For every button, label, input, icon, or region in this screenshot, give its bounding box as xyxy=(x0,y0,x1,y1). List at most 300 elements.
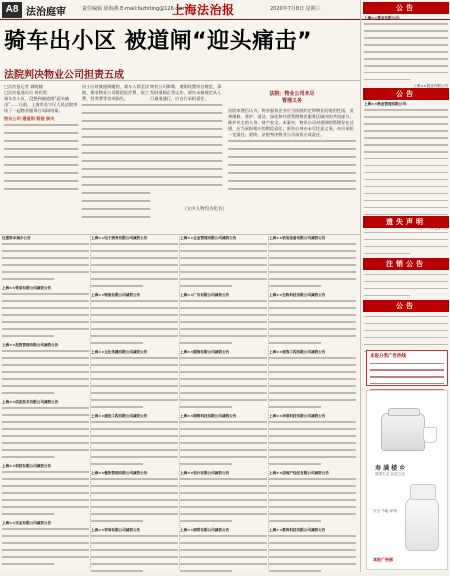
notice-text-line xyxy=(2,257,89,262)
notice-text-line xyxy=(91,321,178,326)
notice-item xyxy=(2,400,89,461)
notice-text-line xyxy=(180,478,267,483)
ad-slogan: 安全 节能 环保 xyxy=(373,509,397,513)
notice-text-line xyxy=(269,307,356,312)
notice-text-line xyxy=(180,371,267,376)
notice-item xyxy=(91,350,178,411)
notice-item xyxy=(180,414,267,468)
notice-title: 上海××生物科技有限公司减资公告 xyxy=(269,293,326,298)
notice-text-line xyxy=(364,30,448,35)
notice-text-line xyxy=(180,257,267,262)
notice-text-line xyxy=(2,542,89,547)
notice-text-line xyxy=(269,506,356,511)
notice-text-line xyxy=(2,293,89,298)
article-box-title: 物业公司 遭道闸 赔偿 损失 xyxy=(4,116,55,121)
notice-item xyxy=(91,528,178,575)
article-paragraph: 法院审理后认为，物业服务企业应当按照约定和物业的使用性质，妥善维修、养护、清洁、绿化和经营管理物业服务区域内的共用部分，维护业主的人身、财产安全。本案中，物业公司对道闸的管理存在过错，应当承担相应的赔偿责任；原告自身亦未尽注意义务，亦应承担一定责任。最终，法院判决物业公司承担五成责任。 xyxy=(228,108,354,137)
notice-text-line xyxy=(269,520,356,525)
notice-text-line xyxy=(180,435,267,440)
notice-item xyxy=(91,293,178,347)
notice-item xyxy=(180,236,267,290)
notice-text-line xyxy=(91,449,178,454)
notice-text-line xyxy=(180,449,267,454)
notice-text-line xyxy=(91,257,178,262)
notice-text-line xyxy=(364,137,448,142)
notice-text-line xyxy=(180,492,267,497)
notice-text-line xyxy=(2,328,89,333)
notice-text-line xyxy=(91,520,178,525)
notice-title: 上海××商贸有限公司减资公告 xyxy=(180,528,230,533)
notice-text-line xyxy=(364,130,448,135)
notice-text-line xyxy=(2,513,89,518)
notice-title: 上海××实业有限公司减资公告 xyxy=(2,521,52,526)
notice-text-line xyxy=(180,278,267,283)
article-column-4 xyxy=(228,84,356,234)
notice-text-line xyxy=(364,158,448,163)
notice-title: 上海××房地产经纪有限公司减资公告 xyxy=(269,471,329,476)
notice-text-line xyxy=(269,342,356,347)
notice-column xyxy=(180,236,267,570)
notice-column xyxy=(91,236,178,570)
notice-text-line xyxy=(269,513,356,518)
notice-text-line xyxy=(269,406,356,411)
notice-text-line xyxy=(2,407,89,412)
notice-text-line xyxy=(364,51,448,56)
notice-text-line xyxy=(2,385,89,390)
notice-text-line xyxy=(180,542,267,547)
notice-text-line xyxy=(364,232,448,237)
notice-text-line xyxy=(2,300,89,305)
notice-text-line xyxy=(180,285,267,290)
notice-text-line xyxy=(91,243,178,248)
notice-text-line xyxy=(180,328,267,333)
notice-text-line xyxy=(180,399,267,404)
notice-text-line xyxy=(269,478,356,483)
notice-item xyxy=(269,528,356,575)
notice-title: 上海××餐饮管理有限公司减资公告 xyxy=(91,471,148,476)
notice-text-line xyxy=(91,307,178,312)
notice-text-line xyxy=(180,300,267,305)
notice-text-line xyxy=(91,399,178,404)
notice-text-line xyxy=(364,44,448,49)
notice-text-line xyxy=(180,264,267,269)
notice-text-line xyxy=(91,442,178,447)
paper-logo: 上海法治报 xyxy=(172,3,235,17)
notice-text-line xyxy=(91,314,178,319)
notice-text-line xyxy=(269,449,356,454)
notice-text-line xyxy=(269,442,356,447)
notice-text-line xyxy=(2,556,89,561)
notice-header: 公告 xyxy=(363,300,449,312)
notice-text-line xyxy=(364,323,448,328)
notice-item xyxy=(2,521,89,568)
notice-text-line xyxy=(91,250,178,255)
toilet-image xyxy=(405,497,439,551)
notice-text-line xyxy=(269,499,356,504)
notice-text-line xyxy=(180,314,267,319)
notice-text-line xyxy=(269,364,356,369)
notice-text-line xyxy=(180,250,267,255)
notice-text-line xyxy=(2,449,89,454)
notice-text-line xyxy=(180,342,267,347)
notice-body xyxy=(364,102,448,206)
notice-text-line xyxy=(180,442,267,447)
notice-text-line xyxy=(269,563,356,568)
notice-text-line xyxy=(269,300,356,305)
notice-item xyxy=(2,464,89,518)
notice-text-line xyxy=(2,243,89,248)
notice-text-line xyxy=(2,499,89,504)
notice-text-line xyxy=(2,350,89,355)
notice-text-line xyxy=(269,278,356,283)
notice-text-line xyxy=(2,435,89,440)
notice-title: 上海××电子商务有限公司减资公告 xyxy=(91,236,148,240)
article-headline: 骑车出小区 被道闸“迎头痛击” xyxy=(4,29,313,54)
notice-title: 上海××企业管理有限公司减资公告 xyxy=(180,236,237,240)
column-separator xyxy=(268,236,269,570)
notice-text-line xyxy=(91,371,178,376)
notice-body xyxy=(364,314,448,348)
notice-text-line xyxy=(180,321,267,326)
notice-text-line xyxy=(364,109,448,114)
cancellation-notice-header: 注销公告 xyxy=(363,258,449,270)
notice-item xyxy=(2,286,89,340)
classified-ad-box xyxy=(366,350,448,386)
notice-text-line xyxy=(91,300,178,305)
notice-text-line xyxy=(269,485,356,490)
article-subheadline: 法院判决物业公司担责五成 xyxy=(4,70,124,81)
notice-text-line xyxy=(2,357,89,362)
notice-text-line xyxy=(91,535,178,540)
notice-text-line xyxy=(364,65,448,70)
notice-item xyxy=(91,471,178,525)
notice-text-line xyxy=(2,478,89,483)
notice-text-line xyxy=(269,463,356,468)
notice-text-line xyxy=(91,357,178,362)
notice-header: 公告 xyxy=(363,88,449,100)
notice-text-line xyxy=(180,307,267,312)
notice-text-line xyxy=(364,246,448,251)
notice-text-line xyxy=(91,570,178,575)
notice-text-line xyxy=(2,563,89,568)
notice-text-line xyxy=(91,278,178,283)
notice-text-line xyxy=(180,357,267,362)
column-separator xyxy=(90,236,91,570)
notice-text-line xyxy=(269,250,356,255)
notice-text-line xyxy=(2,264,89,269)
notice-text-line xyxy=(269,492,356,497)
notice-text-line xyxy=(364,116,448,121)
notice-text-line xyxy=(180,513,267,518)
notice-text-line xyxy=(269,435,356,440)
notice-header: 公告 xyxy=(363,2,449,14)
notice-text-line xyxy=(180,243,267,248)
article-paragraph: 物业公司辩称，道闸设置符合规范，事发时道闸正常运作，原告未按规定从人行通道通行，应自行承担责任。 xyxy=(150,84,222,101)
notice-text-line xyxy=(269,335,356,340)
notice-text-line xyxy=(2,278,89,283)
notice-text-line xyxy=(269,399,356,404)
notice-title: 上海××广告有限公司减资公告 xyxy=(180,293,230,298)
notice-text-line xyxy=(269,321,356,326)
notice-text-line xyxy=(91,428,178,433)
notice-text-line xyxy=(91,385,178,390)
byline: □法治报记者 翁晓婕 □法治报通讯员 黄彩霞 xyxy=(4,84,47,95)
notice-text-line xyxy=(91,342,178,347)
notice-title: 上海××建设工程有限公司减资公告 xyxy=(91,414,148,419)
divider xyxy=(0,234,360,235)
notice-column xyxy=(2,236,89,570)
notice-text-line xyxy=(180,271,267,276)
notice-text-line xyxy=(180,392,267,397)
notice-text-line xyxy=(269,378,356,383)
notice-text-line xyxy=(91,542,178,547)
notice-text-line xyxy=(269,556,356,561)
notice-text-line xyxy=(364,186,448,191)
notice-text-line xyxy=(91,563,178,568)
notice-text-line xyxy=(2,271,89,276)
notice-title: 上海××环保科技有限公司减资公告 xyxy=(269,414,326,419)
notice-text-line xyxy=(180,570,267,575)
notice-text-line xyxy=(364,179,448,184)
notice-text-line xyxy=(180,364,267,369)
column-separator xyxy=(179,236,180,570)
article-box-title: 法院：物业公司未尽 xyxy=(269,91,315,97)
notice-text-line xyxy=(269,285,356,290)
ad-product-tagline: 健康生活 品质之选 xyxy=(375,472,405,476)
notice-text-line xyxy=(2,492,89,497)
notice-item xyxy=(180,350,267,411)
editor-info: 责任编辑 徐海燕 E-mail:fazhiting@126.com xyxy=(82,6,187,12)
notice-text-line xyxy=(180,463,267,468)
article-column-2 xyxy=(82,84,150,234)
notice-text-line xyxy=(269,257,356,262)
notice-title: 上海××服饰有限公司减资公告 xyxy=(180,350,230,355)
notice-text-line xyxy=(180,506,267,511)
lost-notice-header: 遗失声明 xyxy=(363,216,449,228)
notice-text-line xyxy=(180,556,267,561)
notice-text-line xyxy=(180,428,267,433)
cooker-image xyxy=(381,413,425,451)
notice-text-line xyxy=(2,428,89,433)
article-box-title-2: 管理义务 xyxy=(281,98,302,104)
notice-text-line xyxy=(269,243,356,248)
notice-text-line xyxy=(180,549,267,554)
notice-text-line xyxy=(91,406,178,411)
notice-body xyxy=(364,272,448,296)
notice-text-line xyxy=(2,371,89,376)
notice-text-line xyxy=(364,200,448,205)
notice-text-line xyxy=(2,421,89,426)
notice-text-line xyxy=(364,281,448,286)
notices-section xyxy=(2,236,358,570)
notice-text-line xyxy=(2,456,89,461)
notice-item xyxy=(180,471,267,525)
notice-text-line xyxy=(91,506,178,511)
notice-text-line xyxy=(180,456,267,461)
notice-text-line xyxy=(2,307,89,312)
notice-text-line xyxy=(180,499,267,504)
notice-title: 上海××网络科技有限公司减资公告 xyxy=(180,414,237,419)
notice-title: 注册资本减少公告 xyxy=(2,236,31,240)
notice-text-line xyxy=(269,271,356,276)
notice-text-line xyxy=(364,123,448,128)
notice-text-line xyxy=(91,478,178,483)
ad-title: 本报分类广告热线 xyxy=(370,354,406,359)
notice-text-line xyxy=(269,357,356,362)
notice-text-line xyxy=(180,335,267,340)
notice-text-line xyxy=(364,239,448,244)
article-lead: 骑车出小区，没想到被道闸“迎头痛击”……日前，上海市长宁区人民法院审结了一起物业服务合同纠纷案。 xyxy=(4,96,78,113)
notice-text-line xyxy=(364,316,448,321)
notice-text-line xyxy=(269,421,356,426)
notice-title: 上海××机电设备有限公司减资公告 xyxy=(269,236,326,240)
notice-text-line xyxy=(91,364,178,369)
notice-text-line xyxy=(91,435,178,440)
notice-text-line xyxy=(269,428,356,433)
right-notice-column xyxy=(360,0,450,572)
article-signoff: （文中人物均为化名） xyxy=(182,207,227,212)
notice-text-line xyxy=(269,549,356,554)
notice-title: 上海××信息技术有限公司减资公告 xyxy=(2,400,59,405)
notice-title: 上海××贸易有限公司减资公告 xyxy=(2,286,52,291)
ad-brand: 本报广告部 xyxy=(373,557,393,562)
notice-text-line xyxy=(269,570,356,575)
notice-addressee: 上海××物业管理有限公司： xyxy=(364,102,410,106)
notice-text-line xyxy=(91,328,178,333)
notice-text-line xyxy=(269,392,356,397)
notice-text-line xyxy=(364,288,448,293)
notice-text-line xyxy=(2,442,89,447)
notice-item xyxy=(91,414,178,468)
notice-text-line xyxy=(91,492,178,497)
notice-text-line xyxy=(364,337,448,342)
notice-body xyxy=(364,16,448,89)
notice-text-line xyxy=(364,193,448,198)
notice-text-line xyxy=(2,471,89,476)
notice-text-line xyxy=(364,151,448,156)
notice-column xyxy=(269,236,356,570)
notice-item xyxy=(180,293,267,347)
notice-text-line xyxy=(91,335,178,340)
notice-text-line xyxy=(91,421,178,426)
notice-text-line xyxy=(180,563,267,568)
notice-item xyxy=(180,528,267,575)
notice-text-line xyxy=(364,58,448,63)
notice-text-line xyxy=(2,506,89,511)
notice-text-line xyxy=(91,556,178,561)
page-number-badge: A8 xyxy=(2,2,22,18)
notice-item xyxy=(2,343,89,397)
ad-product-title: 寿 满 楼 乡 xyxy=(375,465,406,472)
notice-text-line xyxy=(2,321,89,326)
article-paragraph: 出小区时被道闸砸伤，骑车人诉至法院，要求物业公司赔偿医疗费、误工费、营养费等各项损失。 xyxy=(82,84,150,101)
notice-text-line xyxy=(91,513,178,518)
notice-text-line xyxy=(269,371,356,376)
notice-text-line xyxy=(180,406,267,411)
notice-title: 上海××设计有限公司减资公告 xyxy=(180,471,230,476)
notice-text-line xyxy=(269,314,356,319)
notice-item xyxy=(269,414,356,468)
notice-text-line xyxy=(364,72,448,77)
article-column-1 xyxy=(4,84,78,234)
notice-item xyxy=(91,236,178,290)
divider xyxy=(0,80,360,81)
notice-text-line xyxy=(364,207,448,212)
cup-image xyxy=(423,427,437,443)
notice-text-line xyxy=(364,274,448,279)
notice-addressee: 上海××置业有限公司： xyxy=(364,16,403,20)
notice-text-line xyxy=(269,542,356,547)
notice-text-line xyxy=(269,456,356,461)
notice-text-line xyxy=(269,535,356,540)
notice-text-line xyxy=(2,392,89,397)
notice-text-line xyxy=(91,485,178,490)
notice-text-line xyxy=(2,335,89,340)
notice-item xyxy=(2,236,89,283)
notice-item xyxy=(269,293,356,347)
notice-text-line xyxy=(91,378,178,383)
notice-text-line xyxy=(269,385,356,390)
notice-text-line xyxy=(91,549,178,554)
notice-text-line xyxy=(180,421,267,426)
notice-text-line xyxy=(2,535,89,540)
notice-text-line xyxy=(91,271,178,276)
notice-text-line xyxy=(2,364,89,369)
notice-title: 上海××投资管理有限公司减资公告 xyxy=(2,343,59,348)
notice-text-line xyxy=(364,172,448,177)
notice-item xyxy=(269,236,356,290)
notice-body xyxy=(364,230,448,254)
notice-text-line xyxy=(180,535,267,540)
notice-title: 上海××文化传播有限公司减资公告 xyxy=(91,350,148,355)
notice-text-line xyxy=(2,528,89,533)
notice-text-line xyxy=(364,37,448,42)
notice-title: 上海××咨询有限公司减资公告 xyxy=(91,528,141,533)
notice-item xyxy=(269,471,356,525)
notice-text-line xyxy=(180,378,267,383)
notice-text-line xyxy=(2,314,89,319)
notice-title: 上海××教育科技有限公司减资公告 xyxy=(269,528,326,533)
notice-text-line xyxy=(269,264,356,269)
notice-item xyxy=(269,350,356,411)
notice-text-line xyxy=(2,378,89,383)
notice-text-line xyxy=(180,485,267,490)
notice-text-line xyxy=(2,549,89,554)
notice-title: 上海××科技有限公司减资公告 xyxy=(2,464,52,469)
notice-text-line xyxy=(2,485,89,490)
issue-date: 2020年7月8日 星期三 xyxy=(270,6,321,12)
notice-text-line xyxy=(180,520,267,525)
section-title: 法治庭审 xyxy=(26,7,66,18)
notice-text-line xyxy=(269,328,356,333)
notice-text-line xyxy=(91,463,178,468)
notice-title: 上海××装饰工程有限公司减资公告 xyxy=(269,350,326,355)
notice-signature: 上海××置业有限公司 xyxy=(413,84,448,89)
notice-text-line xyxy=(364,165,448,170)
notice-text-line xyxy=(91,392,178,397)
notice-text-line xyxy=(91,264,178,269)
notice-text-line xyxy=(364,330,448,335)
notice-text-line xyxy=(364,144,448,149)
notice-text-line xyxy=(2,250,89,255)
notice-text-line xyxy=(180,385,267,390)
notice-text-line xyxy=(91,285,178,290)
notice-text-line xyxy=(2,414,89,419)
notice-text-line xyxy=(364,344,448,349)
notice-title: 上海××物流有限公司减资公告 xyxy=(91,293,141,298)
product-advertisement xyxy=(366,390,448,570)
notice-text-line xyxy=(91,499,178,504)
